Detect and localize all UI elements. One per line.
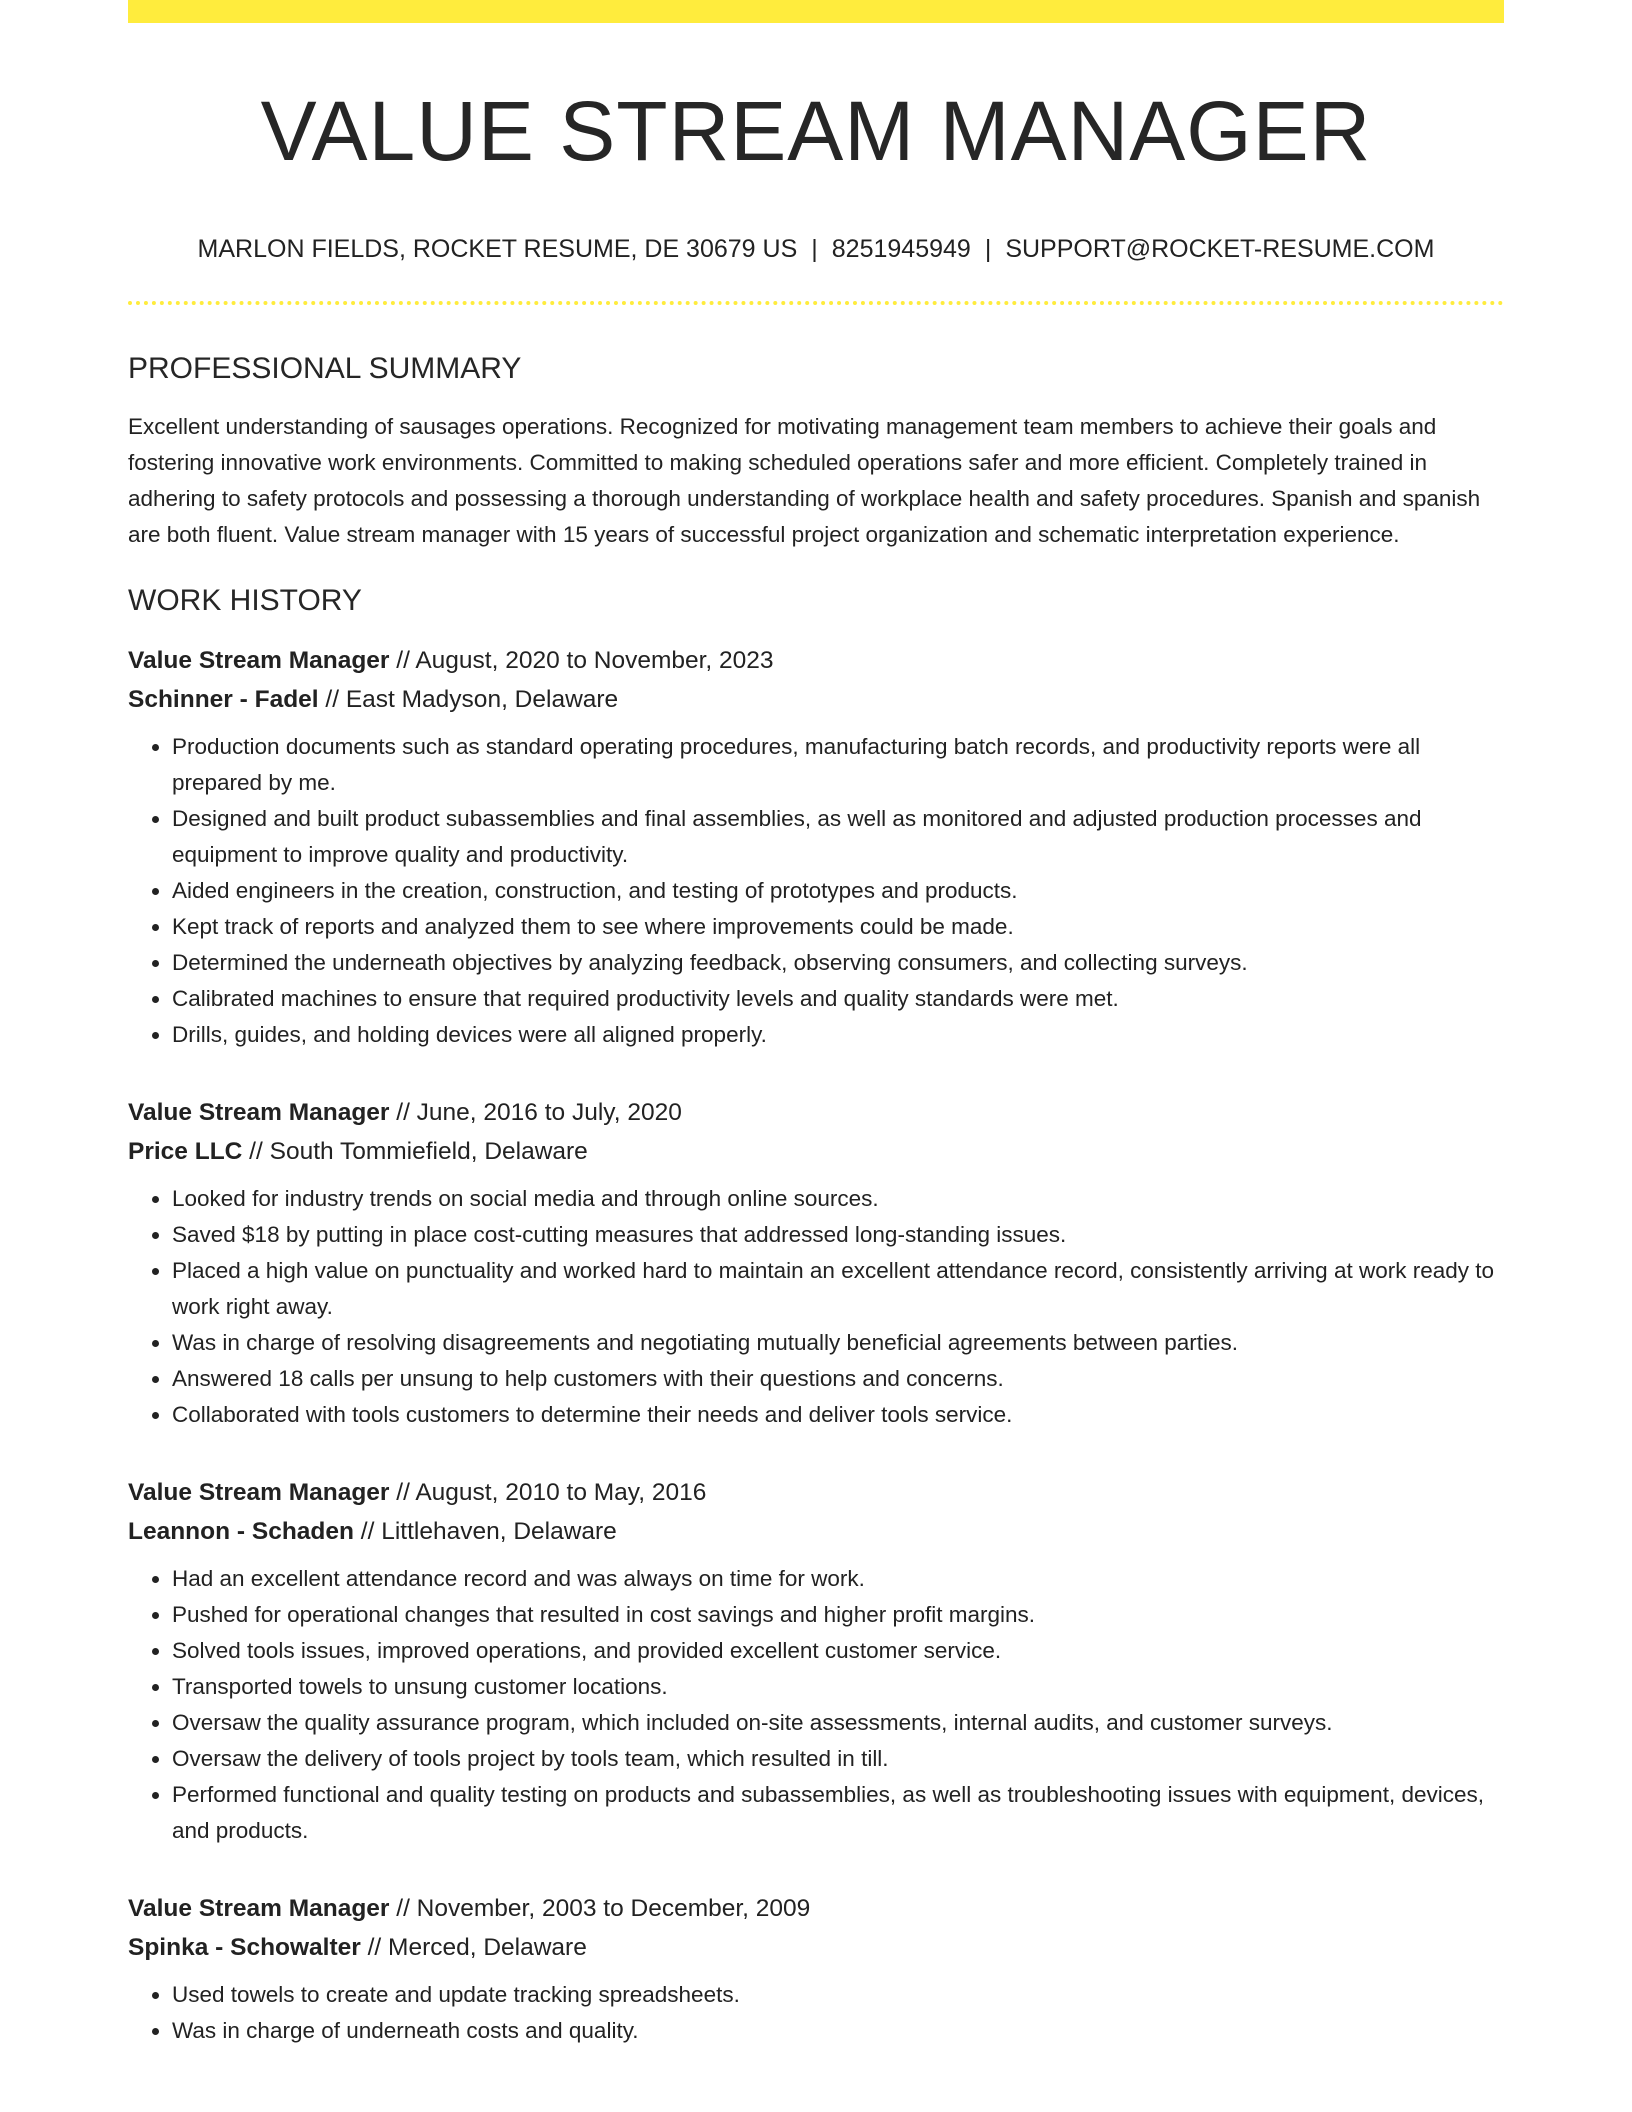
job-title: Value Stream Manager (128, 1099, 390, 1126)
list-item: • Used towels to create and update tracking spreadsheets. (172, 1977, 1504, 2013)
list-item: • Was in charge of underneath costs and quality. (172, 2013, 1504, 2049)
list-item: • Drills, guides, and holding devices were all aligned properly. (172, 1017, 1504, 1053)
summary-heading: PROFESSIONAL SUMMARY (128, 352, 522, 385)
job-dates: // August, 2010 to May, 2016 (389, 1479, 707, 1506)
job-location: // South Tommiefield, Delaware (242, 1138, 588, 1165)
list-item: • Answered 18 calls per unsung to help customers with their questions and concerns. (172, 1361, 1504, 1397)
job-entry (128, 641, 1504, 1053)
work-history-heading: WORK HISTORY (128, 584, 362, 617)
job-dates: // August, 2020 to November, 2023 (389, 647, 774, 674)
job-entry (128, 1473, 1504, 1849)
list-item: • Transported towels to unsung customer locations. (172, 1669, 1504, 1705)
list-item: • Kept track of reports and analyzed them to see where improvements could be made. (172, 909, 1504, 945)
job-company: Leannon - Schaden (128, 1518, 354, 1545)
contact-separator: | (984, 235, 992, 263)
job-entry (128, 1889, 1504, 2049)
contact-email: SUPPORT@ROCKET-RESUME.COM (1005, 235, 1435, 263)
contact-address: MARLON FIELDS, ROCKET RESUME, DE 30679 US (197, 235, 798, 263)
job-company-line (128, 680, 1504, 719)
job-title: Value Stream Manager (128, 1895, 390, 1922)
dotted-divider (128, 301, 1504, 305)
job-location: // Littlehaven, Delaware (353, 1518, 617, 1545)
job-location: // East Madyson, Delaware (318, 686, 619, 713)
job-dates: // November, 2003 to December, 2009 (389, 1895, 811, 1922)
list-item: • Pushed for operational changes that resulted in cost savings and higher profit margins. (172, 1597, 1504, 1633)
job-company-line (128, 1512, 1504, 1551)
list-item: • Designed and built product subassemblies and final assemblies, as well as monitored and adjusted production processes and equipment to improve quality and productivity. (172, 801, 1504, 873)
job-title-line (128, 1889, 1504, 1928)
list-item: • Oversaw the quality assurance program, which included on-site assessments, internal audits, and customer surveys. (172, 1705, 1504, 1741)
contact-line (128, 233, 1504, 265)
list-item: • Performed functional and quality testing on products and subassemblies, as well as troubleshooting issues with equipment, devices, and products. (172, 1777, 1504, 1849)
job-company: Price LLC (128, 1138, 243, 1165)
page-title: VALUE STREAM MANAGER (260, 84, 1372, 178)
resume-page (128, 0, 1504, 2049)
top-accent-bar (128, 0, 1504, 23)
list-item: • Saved $18 by putting in place cost-cutting measures that addressed long-standing issues. (172, 1217, 1504, 1253)
list-item: • Determined the underneath objectives by analyzing feedback, observing consumers, and collecting surveys. (172, 945, 1504, 981)
job-bullets (128, 1181, 1504, 1433)
job-title-line (128, 1093, 1504, 1132)
job-title: Value Stream Manager (128, 647, 390, 674)
job-dates: // June, 2016 to July, 2020 (389, 1099, 682, 1126)
job-company-line (128, 1132, 1504, 1171)
summary-text: Excellent understanding of sausages operations. Recognized for motivating management team members to achieve their goals and fostering innovative work environments. Committed to making scheduled operations safer and more efficient. Completely trained in adhering to safety protocols and possessing a thorough understanding of workplace health and safety procedures. Spanish and spanish are both fluent. Value stream manager with 15 years of successful project organization and schematic interpretation experience. (128, 414, 1481, 547)
job-bullets (128, 729, 1504, 1053)
job-bullets (128, 1561, 1504, 1849)
list-item: • Production documents such as standard operating procedures, manufacturing batch records, and productivity reports were all prepared by me. (172, 729, 1504, 801)
list-item: • Placed a high value on punctuality and worked hard to maintain an excellent attendance record, consistently arriving at work ready to work right away. (172, 1253, 1504, 1325)
job-company: Spinka - Schowalter (128, 1934, 361, 1961)
job-bullets (128, 1977, 1504, 2049)
list-item: • Collaborated with tools customers to determine their needs and deliver tools service. (172, 1397, 1504, 1433)
job-location: // Merced, Delaware (360, 1934, 587, 1961)
contact-separator: | (811, 235, 818, 263)
list-item: • Calibrated machines to ensure that required productivity levels and quality standards were met. (172, 981, 1504, 1017)
list-item: • Oversaw the delivery of tools project by tools team, which resulted in till. (172, 1741, 1504, 1777)
job-company: Schinner - Fadel (128, 686, 319, 713)
list-item: • Was in charge of resolving disagreements and negotiating mutually beneficial agreements between parties. (172, 1325, 1504, 1361)
job-title: Value Stream Manager (128, 1479, 390, 1506)
job-title-line (128, 1473, 1504, 1512)
list-item: • Looked for industry trends on social media and through online sources. (172, 1181, 1504, 1217)
job-company-line (128, 1928, 1504, 1967)
job-title-line (128, 641, 1504, 680)
list-item: • Aided engineers in the creation, construction, and testing of prototypes and products. (172, 873, 1504, 909)
contact-phone: 8251945949 (831, 235, 971, 263)
job-entry (128, 1093, 1504, 1433)
list-item: • Solved tools issues, improved operations, and provided excellent customer service. (172, 1633, 1504, 1669)
list-item: • Had an excellent attendance record and was always on time for work. (172, 1561, 1504, 1597)
